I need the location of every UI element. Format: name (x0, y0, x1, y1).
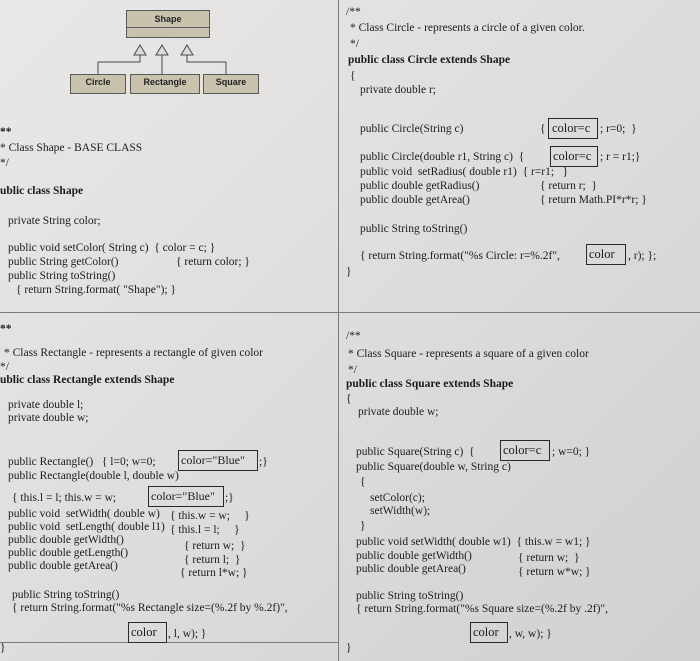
method-getarea-body: { return l*w; } (180, 567, 248, 579)
method-getradius: public double getRadius() (360, 180, 480, 192)
field-w: private double w; (8, 412, 89, 424)
method-tostring-body: { return String.format("%s Circle: r=%.2f", (360, 250, 560, 262)
method-getarea: public double getArea() (360, 194, 470, 206)
field-l: private double l; (8, 399, 84, 411)
ctor-square-double: public Square(double w, String c) (356, 461, 511, 473)
method-tostring-body: { return String.format("%s Square size=(%.2f by .2f)", (356, 603, 608, 615)
highlight-text: color="Blue" (181, 453, 245, 467)
method-tostring-tail: , r); }; (628, 250, 657, 262)
uml-square-box: Square (203, 74, 259, 94)
ctor-brace: { (360, 476, 366, 488)
method-getcolor: public String getColor() (8, 256, 119, 268)
method-getarea-body: { return Math.PI*r*r; } (540, 194, 647, 206)
method-getlength: public double getLength() (8, 547, 129, 559)
highlight-text: color=c (552, 121, 591, 135)
close-brace: } (346, 266, 352, 278)
open-brace: { (346, 393, 352, 405)
highlight-text: color="Blue" (151, 489, 215, 503)
highlight-text: color (473, 625, 499, 639)
comment-open: /** (346, 6, 361, 18)
ctor-rectangle-default: public Rectangle() { l=0; w=0; (8, 456, 156, 468)
comment-close: */ (0, 157, 9, 169)
method-setwidth: public void setWidth( double w) (8, 508, 160, 520)
uml-shape-box: Shape (126, 10, 210, 38)
class-comment: * Class Circle - represents a circle of a given color. (350, 22, 585, 34)
class-declaration: ublic class Shape (0, 185, 84, 197)
highlight-text: color=c (503, 443, 542, 457)
comment-open: ** (0, 323, 12, 335)
ctor-brace: { (540, 123, 546, 135)
statement-setcolor: setColor(c); (370, 492, 425, 504)
ctor-circle-string: public Circle(String c) (360, 123, 464, 135)
ctor-rectangle-lw-body: { this.l = l; this.w = w; (12, 492, 117, 504)
open-brace: { (350, 70, 356, 82)
method-tostring: public String toString() (8, 270, 116, 282)
method-setlength-body: { this.l = l; } (170, 524, 240, 536)
method-getwidth: public double getWidth() (8, 534, 124, 546)
method-setradius: public void setRadius( double r1) { r=r1; } (360, 166, 569, 178)
close-brace: } (0, 642, 6, 654)
class-declaration: public class Circle extends Shape (348, 54, 511, 66)
method-getwidth: public double getWidth() (356, 550, 472, 562)
close-brace: } (346, 642, 352, 654)
highlight-text: color (589, 247, 615, 261)
field-r: private double r; (360, 84, 437, 96)
method-getwidth-body: { return w; } (184, 540, 246, 552)
class-comment: * Class Shape - BASE CLASS (0, 142, 143, 154)
method-tostring: public String toString() (12, 589, 120, 601)
field-w: private double w; (358, 406, 439, 418)
class-comment: * Class Rectangle - represents a rectangle of given color (4, 347, 263, 359)
method-getarea: public double getArea() (8, 560, 118, 572)
comment-close: */ (350, 38, 359, 50)
method-tostring: public String toString() (356, 590, 464, 602)
ctor-rectangle-lw: public Rectangle(double l, double w) (8, 470, 179, 482)
method-tostring-body: { return String.format( "Shape"); } (16, 284, 176, 296)
method-getlength-body: { return l; } (184, 554, 241, 566)
comment-open: ** (0, 126, 12, 138)
method-tostring: public String toString() (360, 223, 468, 235)
ctor-circle-double-string: public Circle(double r1, String c) { (360, 151, 525, 163)
method-setwidth: public void setWidth( double w1) { this.w = w1; } (356, 536, 591, 548)
comment-open: /** (346, 330, 361, 342)
highlight-text: color=c (553, 149, 592, 163)
method-getarea: public double getArea() (356, 563, 466, 575)
comment-close: */ (348, 364, 357, 376)
class-comment: * Class Square - represents a square of a given color (348, 348, 589, 360)
method-tostring-tail: , l, w); } (168, 628, 207, 640)
statement-setwidth: setWidth(w); (370, 505, 431, 517)
ctor-tail: ; w=0; } (552, 446, 591, 458)
method-getarea-body: { return w*w; } (518, 566, 591, 578)
ctor-body: ; r = r1;} (600, 151, 641, 163)
uml-circle-box: Circle (70, 74, 126, 94)
ctor-close: } (360, 520, 366, 532)
method-setcolor: public void setColor( String c) { color = c; } (8, 242, 216, 254)
method-tostring-tail: , w, w); } (509, 628, 552, 640)
method-tostring-body: { return String.format("%s Rectangle size=(%.2f by %.2f)", (12, 602, 288, 614)
comment-close: */ (0, 361, 9, 373)
highlight-text: color (131, 625, 157, 639)
ctor-tail: ;} (225, 492, 234, 504)
method-getcolor-body: { return color; } (176, 256, 250, 268)
class-declaration: ublic class Rectangle extends Shape (0, 374, 175, 386)
class-declaration: public class Square extends Shape (346, 378, 514, 390)
ctor-body: ; r=0; } (600, 123, 637, 135)
method-setwidth-body: { this.w = w; } (170, 510, 250, 522)
uml-rectangle-box: Rectangle (130, 74, 200, 94)
method-getradius-body: { return r; } (540, 180, 598, 192)
method-setlength: public void setLength( double l1) (8, 521, 165, 533)
field-color: private String color; (8, 215, 101, 227)
ctor-tail: ;} (259, 456, 268, 468)
method-getwidth-body: { return w; } (518, 552, 580, 564)
ctor-square-string: public Square(String c) { (356, 446, 475, 458)
